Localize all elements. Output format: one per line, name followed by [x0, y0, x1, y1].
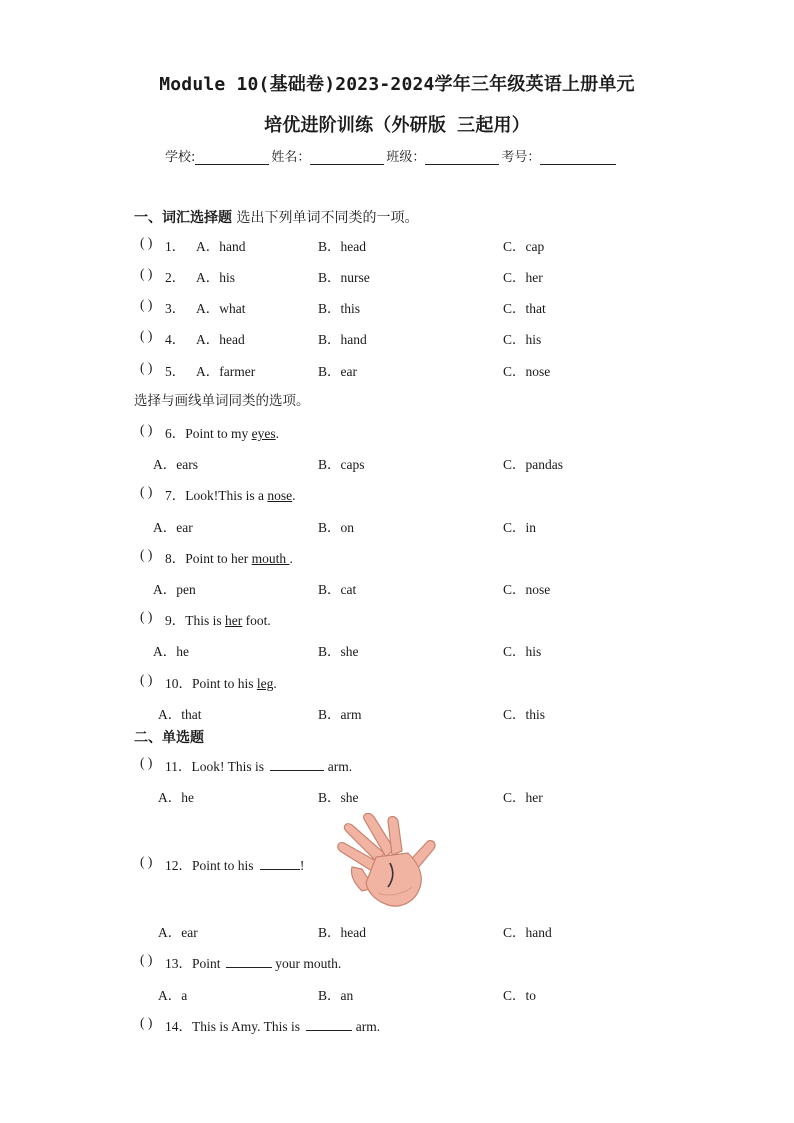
- option-b: B．cat: [318, 582, 357, 597]
- option-c: C．pandas: [503, 457, 563, 472]
- question-text-end: foot.: [242, 613, 271, 628]
- underlined-word: her: [225, 613, 243, 628]
- option-c: C．his: [503, 332, 542, 347]
- question-text: Look! This is: [191, 759, 268, 774]
- option-b: B．an: [318, 988, 354, 1003]
- student-info-line: [165, 146, 618, 165]
- section1-heading: [134, 207, 418, 227]
- option-c: C．hand: [503, 925, 552, 940]
- page-title-line1: Module 10(基础卷)2023-2024学年三年级英语上册单元: [159, 74, 635, 95]
- exam-no-field[interactable]: [540, 150, 616, 165]
- option-b: B．head: [318, 925, 366, 940]
- option-c: C．her: [503, 270, 543, 285]
- option-b: B．caps: [318, 457, 365, 472]
- answer-paren[interactable]: ( ): [140, 297, 153, 312]
- question-text: Look!This is a: [185, 488, 268, 503]
- answer-paren[interactable]: ( ): [140, 360, 153, 375]
- answer-paren[interactable]: ( ): [140, 609, 153, 624]
- option-c: C．her: [503, 790, 543, 805]
- answer-paren[interactable]: ( ): [140, 547, 153, 562]
- option-a: A．farmer: [196, 364, 256, 379]
- question-text: Point to his: [192, 858, 257, 873]
- school-field[interactable]: [195, 150, 269, 165]
- question-number: 6．: [165, 426, 186, 441]
- question-number: 13．: [165, 956, 192, 971]
- question-text: This is Amy. This is: [192, 1019, 304, 1034]
- answer-paren[interactable]: ( ): [140, 266, 153, 281]
- question-text-end: .: [275, 426, 280, 441]
- hand-illustration: [332, 813, 440, 911]
- option-a: A．what: [196, 301, 246, 316]
- section1-sub-instruction: 选择与画线单词同类的选项。: [134, 393, 310, 409]
- question-number: 7．: [165, 488, 186, 503]
- question-text: Point: [192, 956, 224, 971]
- question-number: 2．: [165, 270, 186, 285]
- option-c: C．nose: [503, 582, 551, 597]
- option-b: B．nurse: [318, 270, 370, 285]
- answer-blank[interactable]: [260, 857, 300, 870]
- page-title-line2: 培优进阶训练（外研版 三起用）: [264, 115, 530, 136]
- underlined-word: nose: [267, 488, 293, 503]
- option-b: B．she: [318, 644, 359, 659]
- underlined-word: leg: [256, 676, 274, 691]
- answer-paren[interactable]: ( ): [140, 755, 153, 770]
- answer-paren[interactable]: ( ): [140, 235, 153, 250]
- option-b: B．hand: [318, 332, 367, 347]
- answer-blank[interactable]: [270, 758, 324, 771]
- question-text-end: your mouth.: [271, 956, 342, 971]
- option-b: B．on: [318, 520, 355, 535]
- question-text: Point to his: [192, 676, 257, 691]
- question-number: 9．: [165, 613, 186, 628]
- answer-paren[interactable]: ( ): [140, 672, 153, 687]
- section1-title: 一、词汇选择题: [134, 210, 232, 226]
- answer-paren[interactable]: ( ): [140, 952, 153, 967]
- answer-paren[interactable]: ( ): [140, 854, 153, 869]
- question-number: 14．: [165, 1019, 192, 1034]
- option-a: A．a: [158, 988, 188, 1003]
- option-a: A．he: [153, 644, 189, 659]
- answer-paren[interactable]: ( ): [140, 1015, 153, 1030]
- name-field[interactable]: [310, 150, 384, 165]
- school-label: 学校:: [165, 150, 196, 165]
- answer-paren[interactable]: ( ): [140, 422, 153, 437]
- question-text-end: arm.: [324, 759, 353, 774]
- question-text-end: !: [299, 858, 305, 873]
- section2-title: 二、单选题: [134, 730, 204, 746]
- option-a: A．ear: [153, 520, 193, 535]
- option-b: B．she: [318, 790, 359, 805]
- section2-heading: [134, 727, 204, 747]
- question-number: 12．: [165, 858, 192, 873]
- option-c: C．his: [503, 644, 542, 659]
- question-text-end: .: [273, 676, 277, 691]
- question-number: 8．: [165, 551, 186, 566]
- question-number: 4．: [165, 332, 186, 347]
- question-number: 5．: [165, 364, 186, 379]
- question-number: 11．: [165, 759, 192, 774]
- option-c: C．nose: [503, 364, 551, 379]
- option-c: C．that: [503, 301, 546, 316]
- name-label: 姓名：: [271, 150, 311, 165]
- section1-instruction: 选出下列单词不同类的一项。: [232, 210, 419, 226]
- option-a: A．his: [196, 270, 236, 285]
- question-text: This is: [185, 613, 226, 628]
- option-b: B．head: [318, 239, 366, 254]
- option-c: C．to: [503, 988, 537, 1003]
- question-text: Point to her: [185, 551, 252, 566]
- option-b: B．this: [318, 301, 361, 316]
- class-label: 班级：: [386, 150, 426, 165]
- answer-paren[interactable]: ( ): [140, 328, 153, 343]
- option-a: A．that: [158, 707, 202, 722]
- option-a: A．pen: [153, 582, 196, 597]
- option-a: A．head: [196, 332, 245, 347]
- class-field[interactable]: [425, 150, 499, 165]
- question-text-end: .: [289, 551, 293, 566]
- question-number: 1．: [165, 239, 186, 254]
- option-a: A．ears: [153, 457, 198, 472]
- question-text-end: .: [292, 488, 296, 503]
- question-number: 10．: [165, 676, 192, 691]
- option-c: C．this: [503, 707, 546, 722]
- underlined-word: eyes: [251, 426, 276, 441]
- answer-blank[interactable]: [306, 1018, 352, 1031]
- option-a: A．he: [158, 790, 194, 805]
- answer-paren[interactable]: ( ): [140, 484, 153, 499]
- option-c: C．in: [503, 520, 537, 535]
- option-b: B．arm: [318, 707, 362, 722]
- option-c: C．cap: [503, 239, 545, 254]
- question-text-end: arm.: [352, 1019, 381, 1034]
- option-b: B．ear: [318, 364, 357, 379]
- option-a: A．ear: [158, 925, 198, 940]
- option-a: A．hand: [196, 239, 246, 254]
- answer-blank[interactable]: [226, 955, 272, 968]
- question-number: 3．: [165, 301, 186, 316]
- underlined-word: mouth: [251, 551, 290, 566]
- question-text: Point to my: [185, 426, 252, 441]
- exam-no-label: 考号：: [501, 150, 541, 165]
